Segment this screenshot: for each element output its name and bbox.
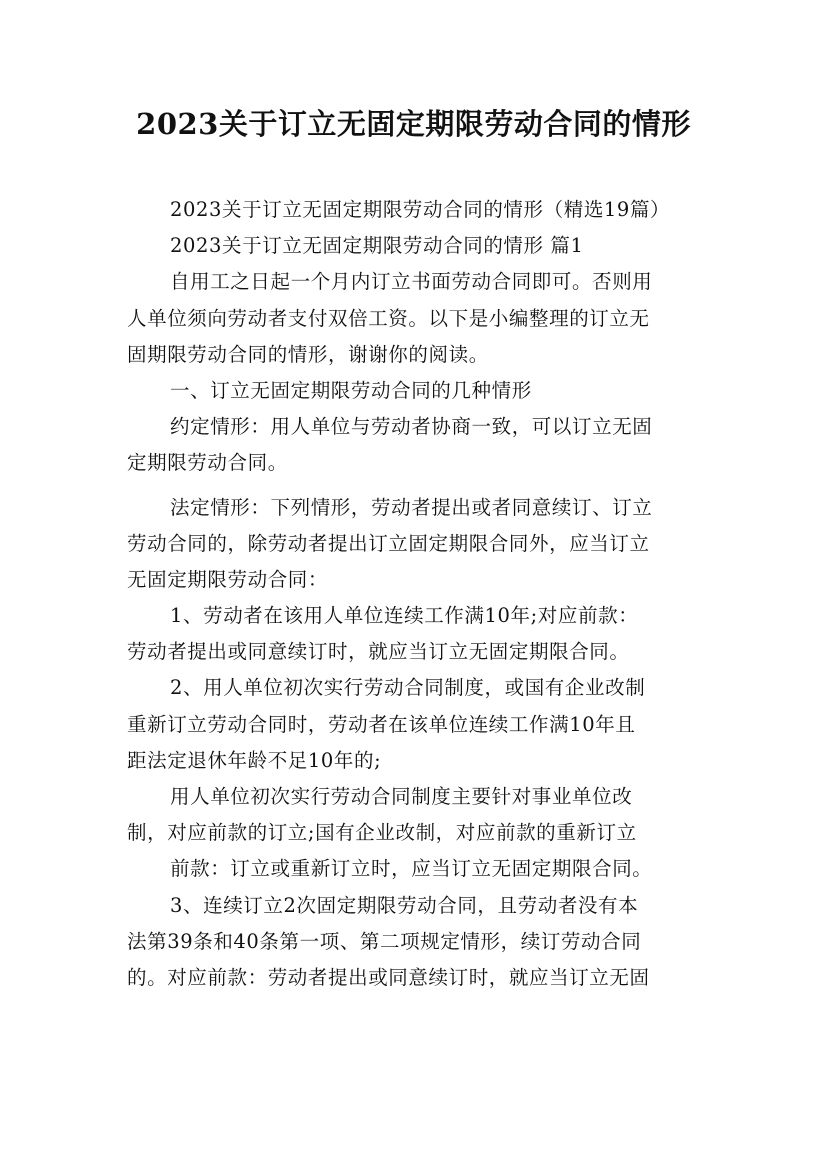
text-line: 自用工之日起一个月内订立书面劳动合同即可。否则用 bbox=[170, 270, 653, 294]
document-title: 2023关于订立无固定期限劳动合同的情形 bbox=[136, 107, 691, 141]
text-line: 2、用人单位初次实行劳动合同制度，或国有企业改制 bbox=[170, 676, 646, 700]
text-line: 定期限劳动合同。 bbox=[127, 451, 288, 475]
text-line: 无固定期限劳动合同： bbox=[127, 567, 329, 591]
text-line: 劳动合同的，除劳动者提出订立固定期限合同外，应当订立 bbox=[127, 531, 650, 555]
text-line: 1、劳动者在该用人单位连续工作满10年;对应前款： bbox=[170, 604, 639, 628]
document-body bbox=[127, 192, 707, 996]
text-line-section-heading: 2023关于订立无固定期限劳动合同的情形 篇1 bbox=[170, 234, 584, 258]
text-line: 约定情形：用人单位与劳动者协商一致，可以订立无固 bbox=[170, 415, 653, 439]
text-line: 劳动者提出或同意续订时，就应当订立无固定期限合同。 bbox=[127, 640, 630, 664]
text-line: 距法定退休年龄不足10年的; bbox=[127, 748, 382, 772]
text-line: 固期限劳动合同的情形，谢谢你的阅读。 bbox=[127, 342, 489, 366]
text-line: 人单位须向劳动者支付双倍工资。以下是小编整理的订立无 bbox=[127, 306, 650, 330]
text-line: 的。对应前款：劳动者提出或同意续订时，就应当订立无固 bbox=[127, 965, 650, 989]
text-line: 用人单位初次实行劳动合同制度主要针对事业单位改 bbox=[170, 785, 633, 808]
text-line-heading: 一、订立无固定期限劳动合同的几种情形 bbox=[170, 378, 532, 402]
text-line: 制，对应前款的订立;国有企业改制，对应前款的重新订立 bbox=[127, 821, 637, 845]
text-line: 3、连续订立2次固定期限劳动合同，且劳动者没有本 bbox=[170, 893, 639, 917]
text-line-subtitle: 2023关于订立无固定期限劳动合同的情形（精选19篇） bbox=[170, 198, 671, 221]
text-line: 前款：订立或重新订立时，应当订立无固定期限合同。 bbox=[170, 857, 653, 881]
text-line: 重新订立劳动合同时，劳动者在该单位连续工作满10年且 bbox=[127, 712, 636, 736]
text-line: 法定情形：下列情形，劳动者提出或者同意续订、订立 bbox=[170, 495, 653, 519]
text-line: 法第39条和40条第一项、第二项规定情形，续订劳动合同 bbox=[127, 929, 642, 953]
